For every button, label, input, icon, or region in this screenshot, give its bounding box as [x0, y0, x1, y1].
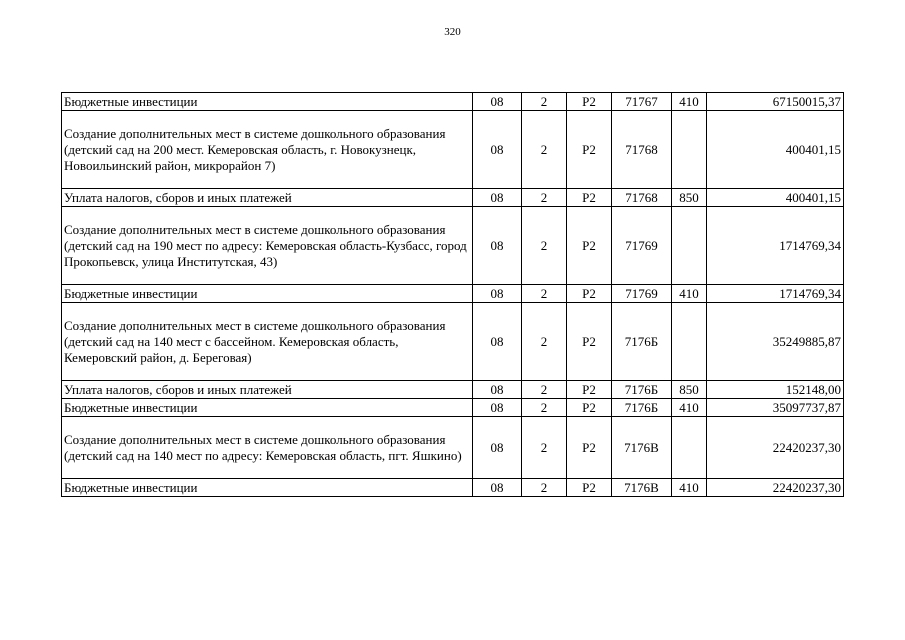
- row-target-code: 71767: [612, 93, 672, 111]
- row-program: Р2: [567, 417, 612, 479]
- row-name: Создание дополнительных мест в системе дошкольного образования (детский сад на 200 мест. Кемеровская область, г. Новокузнецк, Новоильинский район, микрорайон 7): [62, 111, 473, 189]
- row-program: Р2: [567, 285, 612, 303]
- row-section: 08: [473, 189, 522, 207]
- row-target-code: 71768: [612, 189, 672, 207]
- row-target-code: 7176Б: [612, 381, 672, 399]
- row-expense-type: 410: [672, 399, 707, 417]
- row-name: Бюджетные инвестиции: [62, 399, 473, 417]
- row-program: Р2: [567, 399, 612, 417]
- row-name: Бюджетные инвестиции: [62, 93, 473, 111]
- row-expense-type: 850: [672, 189, 707, 207]
- row-expense-type: 410: [672, 479, 707, 497]
- row-expense-type: [672, 207, 707, 285]
- row-amount: 35249885,87: [707, 303, 844, 381]
- row-section: 08: [473, 207, 522, 285]
- row-program: Р2: [567, 111, 612, 189]
- row-subsection: 2: [522, 207, 567, 285]
- table-row: [62, 207, 844, 285]
- row-target-code: 71769: [612, 285, 672, 303]
- row-section: 08: [473, 399, 522, 417]
- row-subsection: 2: [522, 111, 567, 189]
- row-amount: 400401,15: [707, 111, 844, 189]
- row-amount: 22420237,30: [707, 479, 844, 497]
- row-section: 08: [473, 111, 522, 189]
- row-expense-type: 850: [672, 381, 707, 399]
- row-expense-type: [672, 417, 707, 479]
- row-target-code: 7176Б: [612, 303, 672, 381]
- table-row: [62, 303, 844, 381]
- row-name: Создание дополнительных мест в системе дошкольного образования (детский сад на 190 мест по адресу: Кемеровская область-Кузбасс, город Прокопьевск, улица Институтская, 43): [62, 207, 473, 285]
- row-target-code: 71768: [612, 111, 672, 189]
- row-program: Р2: [567, 189, 612, 207]
- table-row: [62, 479, 844, 497]
- row-amount: 67150015,37: [707, 93, 844, 111]
- row-subsection: 2: [522, 399, 567, 417]
- row-subsection: 2: [522, 303, 567, 381]
- row-subsection: 2: [522, 417, 567, 479]
- row-name: Создание дополнительных мест в системе дошкольного образования (детский сад на 140 мест по адресу: Кемеровская область, пгт. Яшкино): [62, 417, 473, 479]
- row-program: Р2: [567, 93, 612, 111]
- row-amount: 400401,15: [707, 189, 844, 207]
- row-section: 08: [473, 303, 522, 381]
- table-row: [62, 381, 844, 399]
- row-target-code: 7176В: [612, 417, 672, 479]
- row-program: Р2: [567, 303, 612, 381]
- row-program: Р2: [567, 207, 612, 285]
- table-row: [62, 399, 844, 417]
- row-name: Бюджетные инвестиции: [62, 479, 473, 497]
- table-row: [62, 93, 844, 111]
- row-amount: 22420237,30: [707, 417, 844, 479]
- row-name: Уплата налогов, сборов и иных платежей: [62, 381, 473, 399]
- row-program: Р2: [567, 479, 612, 497]
- row-program: Р2: [567, 381, 612, 399]
- row-amount: 152148,00: [707, 381, 844, 399]
- row-section: 08: [473, 93, 522, 111]
- row-name: Уплата налогов, сборов и иных платежей: [62, 189, 473, 207]
- budget-table: [61, 92, 844, 497]
- row-amount: 1714769,34: [707, 207, 844, 285]
- row-target-code: 7176Б: [612, 399, 672, 417]
- row-expense-type: [672, 111, 707, 189]
- row-subsection: 2: [522, 285, 567, 303]
- row-expense-type: [672, 303, 707, 381]
- row-target-code: 71769: [612, 207, 672, 285]
- row-section: 08: [473, 479, 522, 497]
- row-amount: 1714769,34: [707, 285, 844, 303]
- table-row: [62, 189, 844, 207]
- row-name: Бюджетные инвестиции: [62, 285, 473, 303]
- row-subsection: 2: [522, 479, 567, 497]
- row-expense-type: 410: [672, 93, 707, 111]
- row-section: 08: [473, 417, 522, 479]
- row-subsection: 2: [522, 93, 567, 111]
- row-subsection: 2: [522, 381, 567, 399]
- row-expense-type: 410: [672, 285, 707, 303]
- row-name: Создание дополнительных мест в системе дошкольного образования (детский сад на 140 мест с бассейном. Кемеровская область, Кемеровский район, д. Береговая): [62, 303, 473, 381]
- row-target-code: 7176В: [612, 479, 672, 497]
- row-amount: 35097737,87: [707, 399, 844, 417]
- row-section: 08: [473, 381, 522, 399]
- table-row: [62, 417, 844, 479]
- row-subsection: 2: [522, 189, 567, 207]
- table-row: [62, 111, 844, 189]
- page-number: 320: [444, 26, 461, 38]
- table-row: [62, 285, 844, 303]
- row-section: 08: [473, 285, 522, 303]
